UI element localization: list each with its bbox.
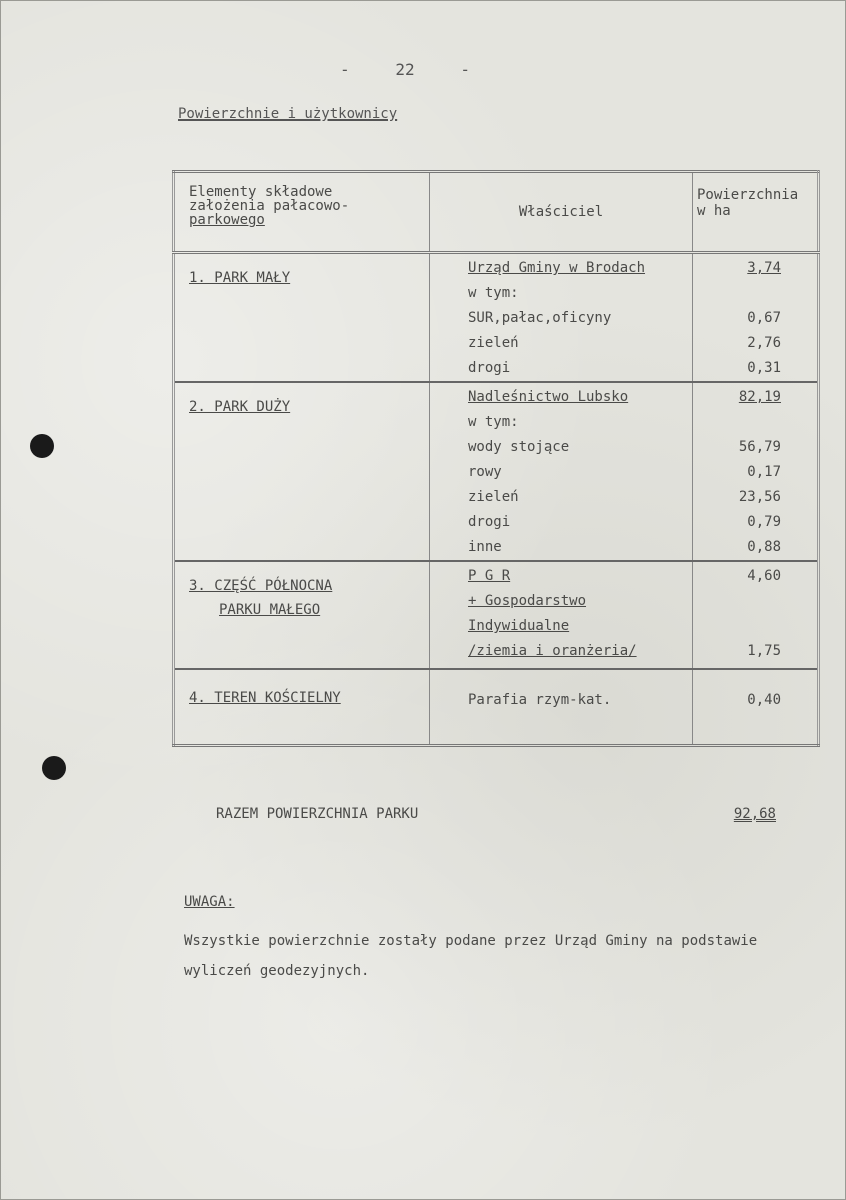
- owner-line: w tym:: [468, 285, 519, 301]
- punch-hole: [42, 756, 66, 780]
- area-table: [172, 170, 820, 747]
- owner-line: Indywidualne: [468, 618, 570, 634]
- page-title: Powierzchnie i użytkownicy: [178, 106, 398, 122]
- area-cell: [693, 669, 819, 746]
- total-label: RAZEM POWIERZCHNIA PARKU: [216, 806, 419, 822]
- header-line: Powierzchnia: [697, 187, 799, 203]
- owner-line: zieleń: [468, 489, 519, 505]
- owner-line: + Gospodarstwo: [468, 593, 587, 609]
- owner-line: rowy: [468, 464, 502, 480]
- area-value: 82,19: [738, 389, 781, 405]
- area-value: 56,79: [738, 439, 781, 455]
- dash: -: [340, 60, 350, 79]
- area-value: 0,67: [747, 310, 781, 326]
- note-text: Wszystkie powierzchnie zostały podane przez Urząd Gminy na podstawie wyliczeń geodezyjnych.: [184, 933, 758, 979]
- area-value: [693, 589, 781, 614]
- area-cell: [693, 561, 819, 669]
- area-value: 0,17: [747, 464, 781, 480]
- header-elements: [174, 172, 430, 253]
- header-owner: Właściciel: [430, 172, 693, 253]
- owner-line: inne: [468, 539, 502, 555]
- owner-line: Nadleśnictwo Lubsko: [468, 389, 629, 405]
- area-cell: [693, 382, 819, 561]
- note-heading: UWAGA:: [184, 894, 235, 910]
- element-label: 1. PARK MAŁY: [189, 270, 291, 286]
- header-area: [693, 172, 819, 253]
- area-value: 4,60: [747, 568, 781, 584]
- page-number: [340, 60, 470, 79]
- owner-line: zieleń: [468, 335, 519, 351]
- owner-line: w tym:: [468, 414, 519, 430]
- area-value: 0,40: [747, 692, 781, 708]
- area-cell: [693, 253, 819, 383]
- owner-line: /ziemia i oranżeria/: [468, 643, 637, 659]
- area-value: 0,79: [747, 514, 781, 530]
- element-label: 4. TEREN KOŚCIELNY: [189, 690, 341, 706]
- element-cell: [174, 253, 430, 383]
- header-line: w ha: [697, 203, 731, 219]
- area-value: [693, 281, 781, 306]
- area-value: 23,56: [738, 489, 781, 505]
- owner-line: drogi: [468, 514, 511, 530]
- table-row: [174, 561, 819, 669]
- table-row: [174, 253, 819, 383]
- element-label: 2. PARK DUŻY: [189, 399, 291, 415]
- area-value: 0,31: [747, 360, 781, 376]
- header-line: Elementy składowe: [189, 184, 333, 200]
- area-value: 3,74: [747, 260, 781, 276]
- owner-line: P G R: [468, 568, 511, 584]
- dash: -: [460, 60, 470, 79]
- element-cell: [174, 561, 430, 669]
- element-cell: [174, 382, 430, 561]
- page-number-value: 22: [395, 60, 415, 79]
- header-line: założenia pałacowo-: [189, 198, 350, 214]
- punch-hole: [30, 434, 54, 458]
- owner-line: Parafia rzym-kat.: [468, 692, 612, 708]
- owner-cell: [430, 669, 693, 746]
- total-row: [216, 806, 776, 822]
- owner-line: wody stojące: [468, 439, 570, 455]
- owner-cell: [430, 561, 693, 669]
- table-header: [174, 172, 819, 253]
- total-value: 92,68: [733, 806, 776, 822]
- element-cell: [174, 669, 430, 746]
- table-row: [174, 669, 819, 746]
- area-value: 1,75: [747, 643, 781, 659]
- owner-line: SUR,pałac,oficyny: [468, 310, 612, 326]
- area-value: 0,88: [747, 539, 781, 555]
- element-label: PARKU MAŁEGO: [219, 602, 321, 618]
- area-value: [693, 614, 781, 639]
- element-label: 3. CZĘŚĆ PÓŁNOCNA: [189, 578, 333, 594]
- area-value: [693, 410, 781, 435]
- area-value: 2,76: [747, 335, 781, 351]
- header-line: parkowego: [189, 212, 265, 228]
- owner-line: Urząd Gminy w Brodach: [468, 260, 646, 276]
- owner-line: drogi: [468, 360, 511, 376]
- owner-cell: [430, 382, 693, 561]
- table-row: [174, 382, 819, 561]
- owner-cell: [430, 253, 693, 383]
